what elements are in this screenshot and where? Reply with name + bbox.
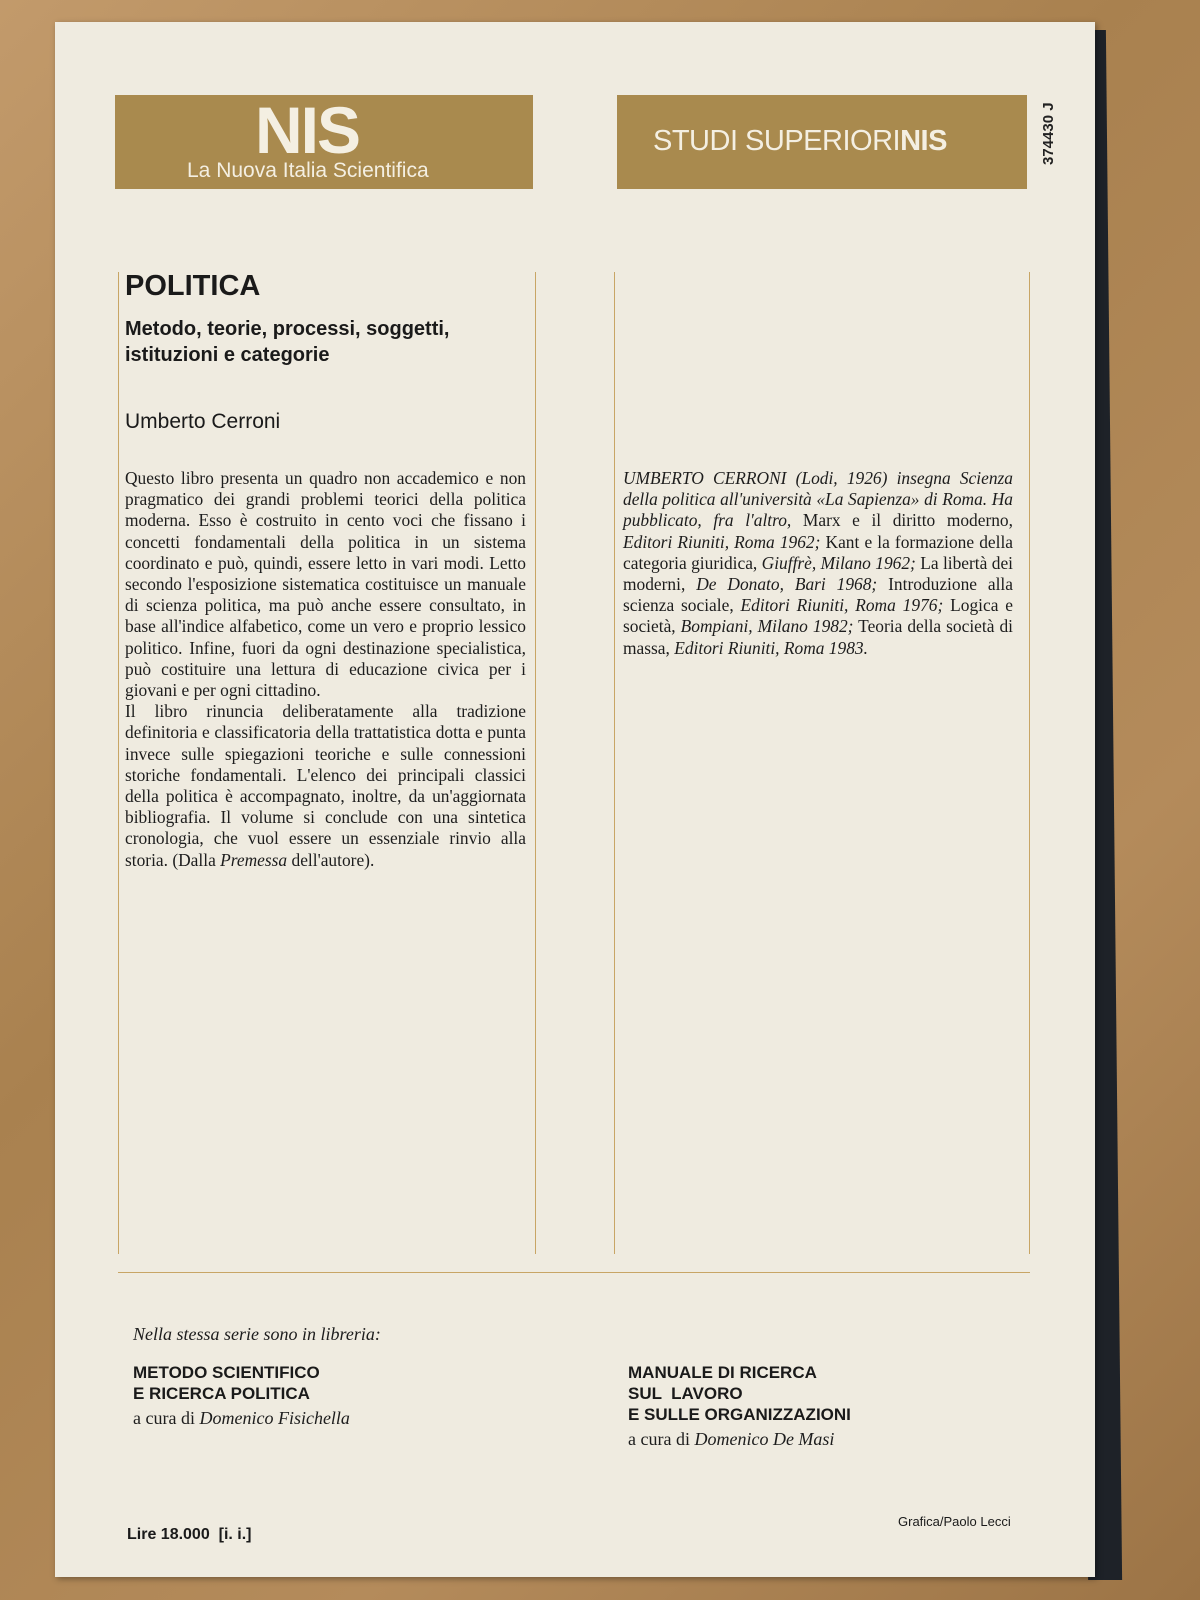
rule-left-inner: [535, 272, 536, 1254]
series-book-title: METODO SCIENTIFICO E RICERCA POLITICA: [133, 1363, 320, 1403]
book-back-cover: [55, 22, 1095, 1577]
book-author: Umberto Cerroni: [125, 410, 281, 433]
nis-logo: NIS: [255, 93, 360, 167]
publisher-band: [115, 95, 533, 189]
rule-right-inner: [1029, 272, 1030, 1254]
publisher-name: La Nuova Italia Scientifica: [187, 159, 429, 182]
book-title: POLITICA: [125, 270, 261, 302]
rule-left-outer: [118, 272, 119, 1254]
price: Lire 18.000 [i. i.]: [127, 1526, 252, 1543]
series-book: [133, 1362, 453, 1429]
series-book: [628, 1362, 968, 1450]
book-subtitle: Metodo, teorie, processi, soggetti, istituzioni e categorie: [125, 318, 450, 366]
rule-right-outer: [614, 272, 615, 1254]
author-bio: UMBERTO CERRONI (Lodi, 1926) insegna Scienza della politica all'università «La Sapienza» di Roma. Ha pubblicato, fra l'altro, Marx e il diritto moderno, Editori Riuniti, Roma 1962; Kant e la formazione della categoria giuridica, Giuffrè, Milano 1962; La libertà dei moderni, De Donato, Bari 1968; Introduzione alla scienza sociale, Editori Riuniti, Roma 1976; Logica e società, Bompiani, Milano 1982; Teoria della società di massa, Editori Riuniti, Roma 1983.: [623, 468, 1013, 658]
book-description: [125, 468, 526, 871]
catalog-code: 374430 J: [1040, 102, 1057, 165]
series-book-title: MANUALE DI RICERCA SUL LAVORO E SULLE ORGANIZZAZIONI: [628, 1363, 851, 1424]
series-band: [617, 95, 1027, 189]
series-name: STUDI SUPERIORINIS: [653, 125, 947, 157]
description-paragraph: Questo libro presenta un quadro non accademico e non pragmatico dei grandi problemi teorici della politica moderna. Esso è costruito in cento voci che fissano i concetti fondamentali della politica in un sistema coordinato e può, quindi, essere letto in vari modi. Letto secondo l'esposizione sistematica costituisce un manuale di scienza politica, ma può anche essere consultato, in base all'indice alfabetico, come un vero e proprio lessico politico. Infine, fuori da ogni destinazione specialistica, può costituire una lettura di educazione civica per i giovani e per ogni cittadino.: [125, 468, 526, 701]
series-book-editor: a cura di Domenico De Masi: [628, 1429, 835, 1449]
series-intro: Nella stessa serie sono in libreria:: [133, 1324, 381, 1344]
design-credits: Grafica/Paolo Lecci: [898, 1514, 1011, 1529]
rule-series: [118, 1272, 1030, 1273]
series-book-editor: a cura di Domenico Fisichella: [133, 1408, 350, 1428]
description-paragraph: Il libro rinuncia deliberatamente alla tradizione definitoria e classificatoria della trattatistica dotta e punta invece sulle spiegazioni teoriche e sulle connessioni storiche fondamentali. L'elenco dei principali classici della politica è accompagnato, inoltre, da un'aggiornata bibliografia. Il volume si conclude con una sintetica cronologia, che vuol essere un essenziale rinvio alla storia. (Dalla Premessa dell'autore).: [125, 701, 526, 870]
